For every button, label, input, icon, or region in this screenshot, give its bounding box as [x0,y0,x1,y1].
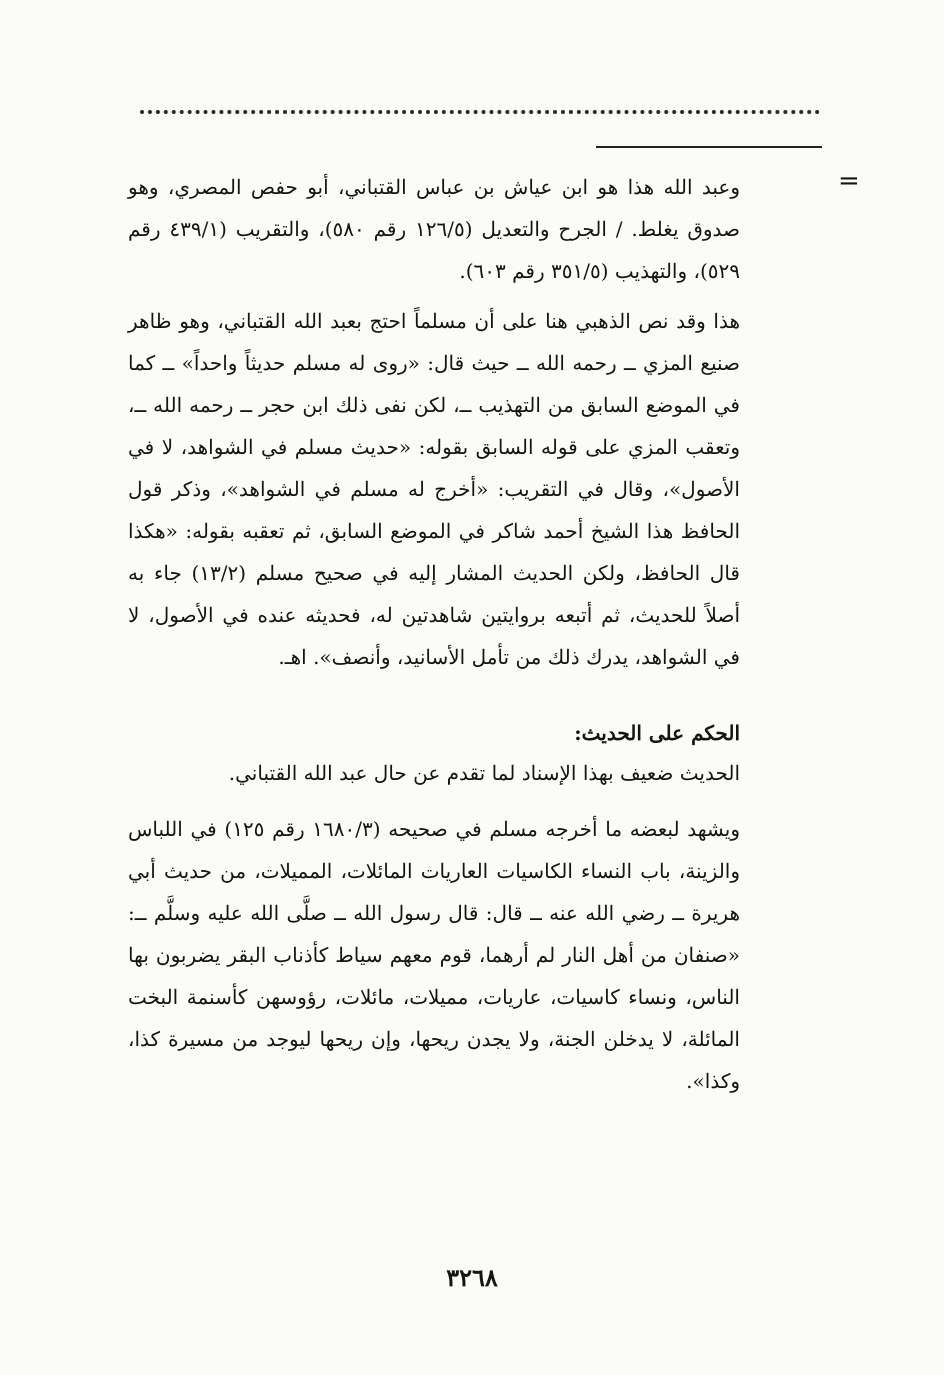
page-number: ٣٢٦٨ [446,1263,498,1292]
footnote-separator-line [596,146,822,148]
header-dotted-divider [140,110,820,120]
footnote-paragraph: وعبد الله هذا هو ابن عياش بن عباس القتباني، أبو حفص المصري، وهو صدوق يغلط. / الجرح والتعديل (١٢٦/٥ رقم ٥٨٠)، والتقريب (٤٣٩/١ رقم ٥٢٩)، والتهذيب (٣٥١/٥ رقم ٦٠٣). [128,175,741,283]
discussion-paragraph: هذا وقد نص الذهبي هنا على أن مسلماً احتج بعبد الله القتباني، وهو ظاهر صنيع المزي ــ رحمه الله ــ حيث قال: «روى له مسلم حديثاً واحداً» ــ كما في الموضع السابق من التهذيب ــ، لكن نفى ذلك ابن حجر ــ رحمه الله ــ، وتعقب المزي على قوله السابق بقوله: «حديث مسلم في الشواهد، لا في الأصول»، وقال في التقريب: «أخرج له مسلم في الشواهد»، وذكر قول الحافظ هذا الشيخ أحمد شاكر في الموضع السابق، ثم تعقبه بقوله: «هكذا قال الحافظ، ولكن الحديث المشار إليه في صحيح مسلم (١٣/٢) جاء به أصلاً للحديث، ثم أتبعه بروايتين شاهدتين له، فحديثه عنده في الأصول، لا في الشواهد، يدرك ذلك من تأمل الأسانيد، وأنصف». اهـ. [128,309,740,669]
footnote-continuation-mark: = [838,166,860,196]
ruling-paragraph: الحديث ضعيف بهذا الإسناد لما تقدم عن حال عبد الله القتباني. [228,761,740,785]
ruling-heading: الحكم على الحديث: [574,721,740,745]
evidence-paragraph: ويشهد لبعضه ما أخرجه مسلم في صحيحه (١٦٨٠/٣ رقم ١٢٥) في اللباس والزينة، باب النساء الكاسيات العاريات المائلات، المميلات، من حديث أبي هريرة ــ رضي الله عنه ــ قال: قال رسول الله ــ صلَّى الله عليه وسلَّم ــ: «صنفان من أهل النار لم أرهما، قوم معهم سياط كأذناب البقر يضربون بها الناس، ونساء كاسيات، عاريات، مميلات، مائلات، رؤوسهن كأسنمة البخت المائلة، لا يدخلن الجنة، ولا يجدن ريحها، وإن ريحها ليوجد من مسيرة كذا، وكذا». [128,817,740,1093]
